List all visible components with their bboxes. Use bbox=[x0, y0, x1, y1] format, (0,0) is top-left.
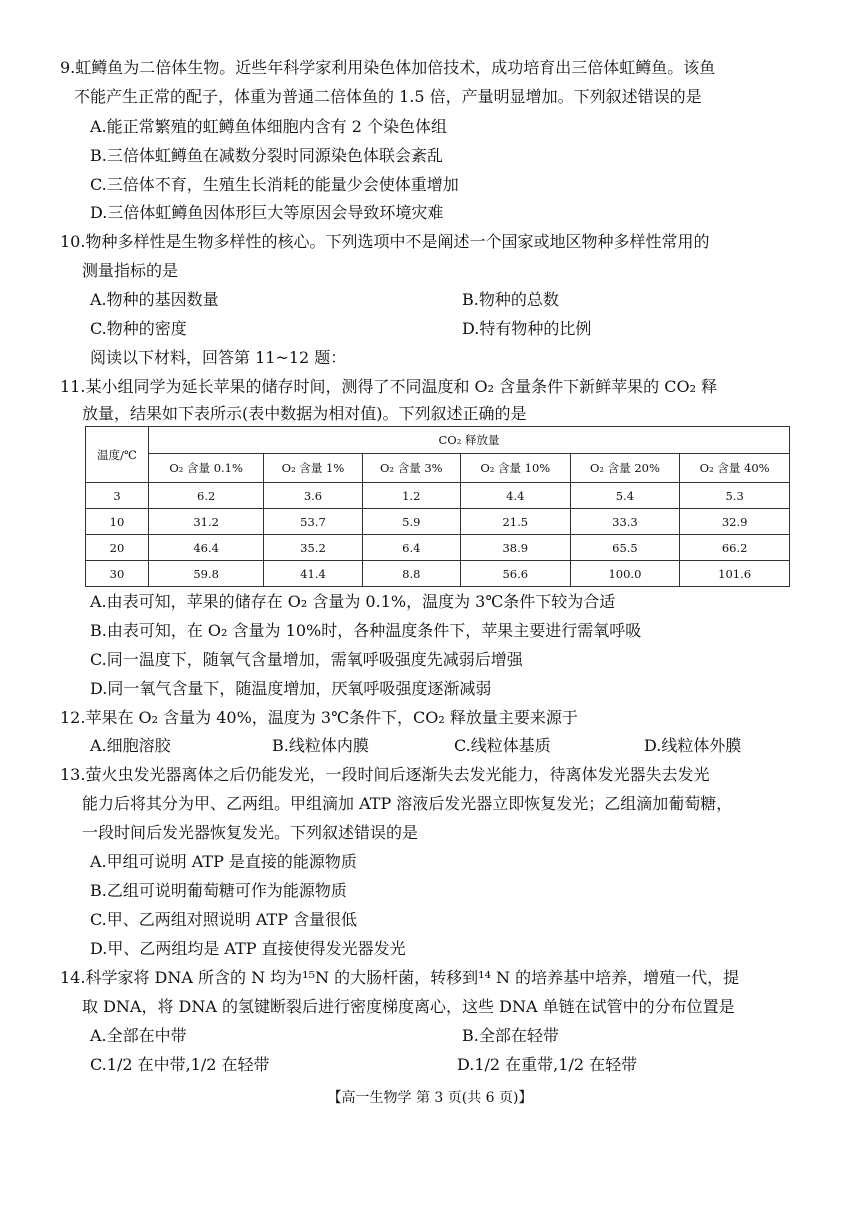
q10-stem-line1: 10.物种多样性是生物多样性的核心。下列选项中不是阐述一个国家或地区物种多样性常用的 bbox=[60, 232, 710, 251]
q12-option-d: D.线粒体外膜 bbox=[644, 736, 742, 755]
table-cell: 4.4 bbox=[460, 483, 570, 509]
q10-stem-line2: 测量指标的是 bbox=[82, 261, 179, 280]
q14-option-c: C.1/2 在中带,1/2 在轻带 bbox=[90, 1055, 270, 1074]
table-cell: 41.4 bbox=[264, 561, 362, 587]
q12-stem: 12.苹果在 O₂ 含量为 40%，温度为 3℃条件下，CO₂ 释放量主要来源于 bbox=[60, 708, 578, 727]
table-cell: 101.6 bbox=[680, 561, 790, 587]
q9-option-b: B.三倍体虹鳟鱼在减数分裂时同源染色体联会紊乱 bbox=[90, 146, 443, 165]
q13-option-c: C.甲、乙两组对照说明 ATP 含量很低 bbox=[90, 910, 358, 929]
q9-option-a: A.能正常繁殖的虹鳟鱼体细胞内含有 2 个染色体组 bbox=[90, 117, 447, 136]
table-cell: 8.8 bbox=[362, 561, 460, 587]
col-header-o2-3: O₂ 含量 3% bbox=[362, 454, 460, 483]
row-temp: 30 bbox=[86, 561, 149, 587]
table-row bbox=[86, 509, 790, 535]
q13-option-b: B.乙组可说明葡萄糖可作为能源物质 bbox=[90, 881, 347, 900]
q14-stem-line2: 取 DNA，将 DNA 的氢键断裂后进行密度梯度离心，这些 DNA 单链在试管中的分布位置是 bbox=[82, 997, 735, 1016]
q9-option-d: D.三倍体虹鳟鱼因体形巨大等原因会导致环境灾难 bbox=[90, 203, 444, 222]
table-cell: 5.3 bbox=[680, 483, 790, 509]
q13-option-a: A.甲组可说明 ATP 是直接的能源物质 bbox=[90, 852, 357, 871]
q12-option-b: B.线粒体内膜 bbox=[272, 736, 369, 755]
table-cell: 21.5 bbox=[460, 509, 570, 535]
table-cell: 6.2 bbox=[149, 483, 264, 509]
table-cell: 46.4 bbox=[149, 535, 264, 561]
table-cell: 100.0 bbox=[570, 561, 680, 587]
q10-option-d: D.特有物种的比例 bbox=[462, 319, 592, 338]
table-row bbox=[86, 535, 790, 561]
co2-release-table bbox=[85, 426, 790, 587]
row-temp: 20 bbox=[86, 535, 149, 561]
col-header-o2-1: O₂ 含量 1% bbox=[264, 454, 362, 483]
q13-stem-line2: 能力后将其分为甲、乙两组。甲组滴加 ATP 溶液后发光器立即恢复发光；乙组滴加葡萄糖， bbox=[82, 794, 733, 813]
q10-option-c: C.物种的密度 bbox=[90, 319, 187, 338]
table-cell: 65.5 bbox=[570, 535, 680, 561]
table-cell: 3.6 bbox=[264, 483, 362, 509]
page-footer: 【高一生物学 第 3 页(共 6 页)】 bbox=[327, 1090, 533, 1106]
table-cell: 53.7 bbox=[264, 509, 362, 535]
q14-option-b: B.全部在轻带 bbox=[462, 1026, 559, 1045]
q13-option-d: D.甲、乙两组均是 ATP 直接使得发光器发光 bbox=[90, 939, 406, 958]
table-cell: 5.9 bbox=[362, 509, 460, 535]
q13-stem-line1: 13.萤火虫发光器离体之后仍能发光，一段时间后逐渐失去发光能力，待离体发光器失去发光 bbox=[60, 765, 710, 784]
col-header-o2-20: O₂ 含量 20% bbox=[570, 454, 680, 483]
q11-option-a: A.由表可知，苹果的储存在 O₂ 含量为 0.1%，温度为 3℃条件下较为合适 bbox=[90, 592, 616, 611]
table-cell: 66.2 bbox=[680, 535, 790, 561]
q9-option-c: C.三倍体不育，生殖生长消耗的能量少会使体重增加 bbox=[90, 175, 459, 194]
q12-option-a: A.细胞溶胶 bbox=[90, 736, 171, 755]
table-row bbox=[86, 483, 790, 509]
table-cell: 1.2 bbox=[362, 483, 460, 509]
q9-stem-line2: 不能产生正常的配子，体重为普通二倍体鱼的 1.5 倍，产量明显增加。下列叙述错误的是 bbox=[74, 87, 702, 106]
q14-stem-line1: 14.科学家将 DNA 所含的 N 均为¹⁵N 的大肠杆菌，转移到¹⁴ N 的培养基中培养，增殖一代，提 bbox=[60, 968, 740, 987]
table-cell: 35.2 bbox=[264, 535, 362, 561]
row-temp: 3 bbox=[86, 483, 149, 509]
q13-stem-line3: 一段时间后发光器恢复发光。下列叙述错误的是 bbox=[82, 823, 419, 842]
q11-option-c: C.同一温度下，随氧气含量增加，需氧呼吸强度先减弱后增强 bbox=[90, 650, 523, 669]
q14-option-d: D.1/2 在重带,1/2 在轻带 bbox=[457, 1055, 638, 1074]
table-row bbox=[86, 561, 790, 587]
table-cell: 32.9 bbox=[680, 509, 790, 535]
table-cell: 38.9 bbox=[460, 535, 570, 561]
reading-note: 阅读以下材料，回答第 11~12 题： bbox=[90, 348, 347, 367]
q11-option-b: B.由表可知，在 O₂ 含量为 10%时，各种温度条件下，苹果主要进行需氧呼吸 bbox=[90, 621, 642, 640]
col-header-o2-0-1: O₂ 含量 0.1% bbox=[149, 454, 264, 483]
table-cell: 56.6 bbox=[460, 561, 570, 587]
temperature-header: 温度/℃ bbox=[86, 427, 149, 483]
q10-option-b: B.物种的总数 bbox=[462, 290, 559, 309]
row-temp: 10 bbox=[86, 509, 149, 535]
col-header-o2-40: O₂ 含量 40% bbox=[680, 454, 790, 483]
q11-option-d: D.同一氧气含量下，随温度增加，厌氧呼吸强度逐渐减弱 bbox=[90, 679, 492, 698]
table-cell: 5.4 bbox=[570, 483, 680, 509]
q12-option-c: C.线粒体基质 bbox=[454, 736, 551, 755]
q11-stem-line2: 放量，结果如下表所示(表中数据为相对值)。下列叙述正确的是 bbox=[82, 404, 527, 423]
q14-option-a: A.全部在中带 bbox=[90, 1026, 187, 1045]
q9-stem-line1: 9.虹鳟鱼为二倍体生物。近些年科学家利用染色体加倍技术，成功培育出三倍体虹鳟鱼。该鱼 bbox=[60, 58, 716, 77]
table-cell: 6.4 bbox=[362, 535, 460, 561]
col-header-o2-10: O₂ 含量 10% bbox=[460, 454, 570, 483]
co2-release-header: CO₂ 释放量 bbox=[149, 427, 790, 454]
table-cell: 31.2 bbox=[149, 509, 264, 535]
q10-option-a: A.物种的基因数量 bbox=[90, 290, 219, 309]
table-cell: 59.8 bbox=[149, 561, 264, 587]
table-cell: 33.3 bbox=[570, 509, 680, 535]
q11-stem-line1: 11.某小组同学为延长苹果的储存时间，测得了不同温度和 O₂ 含量条件下新鲜苹果的 CO₂ 释 bbox=[60, 377, 718, 396]
